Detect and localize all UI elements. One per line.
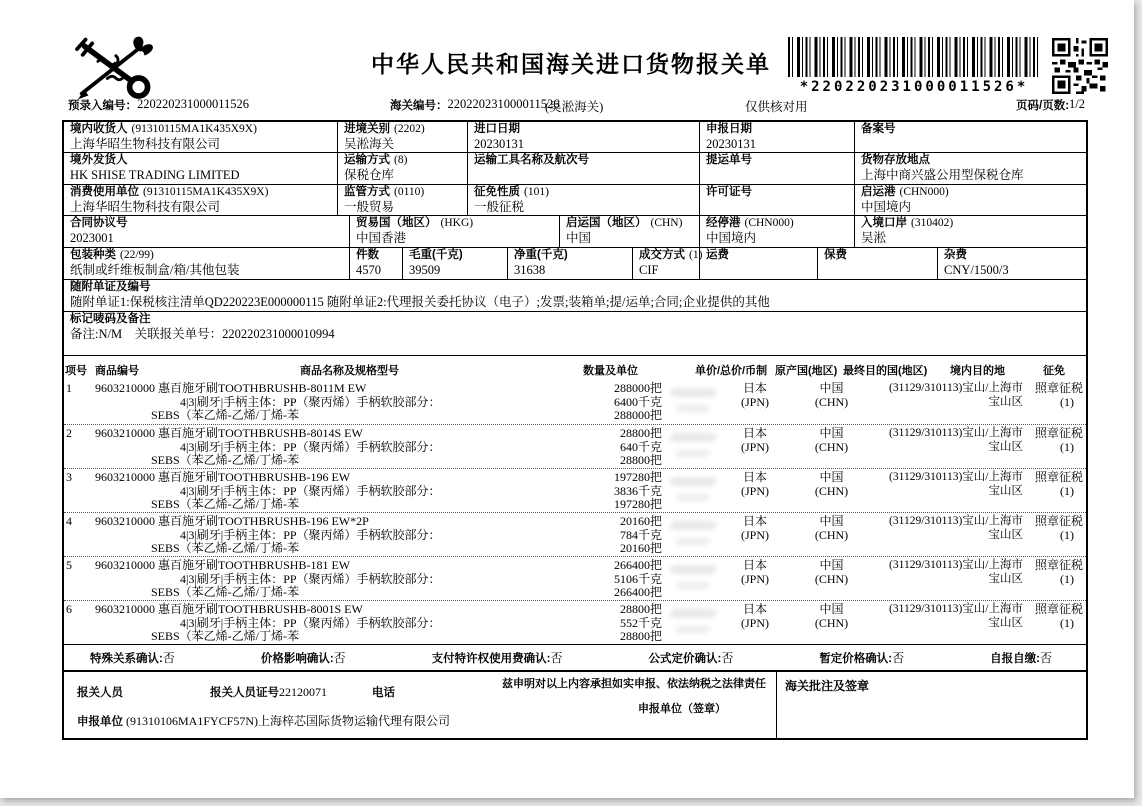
item-number: 1 — [66, 381, 72, 395]
field-declare-date: 申报日期 20230131 — [700, 122, 855, 152]
field-entry-customs: 进境关别 (2202) 吴淞海关 — [338, 122, 468, 152]
field-net-weight: 净重(千克) 31638 — [508, 248, 633, 279]
field-transaction-mode: 成交方式 (1) CIF — [633, 248, 700, 279]
goods-item-row — [64, 512, 1086, 556]
redacted-price-value — [670, 521, 716, 530]
field-pieces: 件数 4570 — [350, 248, 403, 279]
item-price — [668, 515, 720, 556]
item-quantity: 266400把 5106千克 266400把 — [613, 558, 662, 599]
item-dest-country: 中国 (CHN) — [814, 602, 849, 630]
item-spec-line-2: SEBS（苯乙烯-乙烯/丁烯-苯 — [151, 629, 300, 643]
page-number-label: 页码/页数: — [1016, 100, 1070, 112]
col-header-dest-country: 最终目的国(地区) — [843, 365, 928, 377]
goods-table — [64, 356, 1086, 670]
customs-number: 220220231000011526 — [447, 97, 560, 111]
pre-entry-number: 220220231000011526 — [137, 97, 250, 111]
field-storage-place: 货物存放地点 上海中商兴盛公用型保税仓库 — [861, 154, 1024, 182]
item-price — [668, 427, 720, 468]
item-hs-code: 9603210000 — [95, 602, 155, 616]
item-name-block — [90, 603, 570, 644]
item-price — [668, 471, 720, 512]
declaring-unit-value: (91310106MA1FYCF57N)上海梓芯国际货物运输代理有限公司 — [126, 714, 451, 728]
item-origin-country: 日本 (JPN) — [740, 514, 769, 542]
item-origin-country: 日本 (JPN) — [740, 426, 769, 454]
field-marks-notes: 标记唛码及备注 备注:N/M 关联报关单号：220220231000010994 — [64, 312, 1086, 356]
customs-notes-box — [777, 672, 1086, 738]
barcode — [788, 37, 1040, 77]
item-product-name: 惠百施牙刷TOOTHBRUSHB-8001S EW — [158, 602, 363, 616]
declarant-cert-number: 22120071 — [279, 685, 327, 699]
item-domestic-dest: (31129/310113)宝山/上海市 宝山区 — [889, 471, 1023, 497]
check-only-note: 仅供核对用 — [745, 100, 808, 114]
item-domestic-dest: (31129/310113)宝山/上海市 宝山区 — [889, 382, 1023, 408]
col-header-hs-code: 商品编号 — [95, 365, 139, 377]
item-spec-line-1: 4|3|刷牙|手柄主体：PP（聚丙烯）手柄软胶部分： — [180, 483, 441, 498]
col-header-domestic-dest: 境内目的地 — [950, 365, 1005, 377]
page-number-value: 1/2 — [1069, 97, 1086, 111]
field-record-no: 备案号 — [861, 123, 896, 135]
info-row-5 — [64, 248, 1086, 280]
goods-table-header — [64, 356, 1086, 380]
item-domestic-dest: (31129/310113)宝山/上海市 宝山区 — [889, 515, 1023, 541]
redacted-price-value — [676, 404, 710, 413]
pre-entry-label: 预录入编号： — [68, 100, 137, 112]
footer-section — [64, 670, 1086, 738]
qr-code — [1052, 38, 1108, 94]
item-spec-line-2: SEBS（苯乙烯-乙烯/丁烯-苯 — [151, 408, 300, 422]
confirm-price-influence: 价格影响确认:否 — [260, 650, 346, 665]
confirm-royalty-payment: 支付特许权使用费确认:否 — [431, 650, 563, 665]
item-exemption: 照章征税 (1) — [1034, 470, 1083, 498]
item-dest-country: 中国 (CHN) — [814, 558, 849, 586]
item-hs-code: 9603210000 — [95, 381, 155, 395]
redacted-price-value — [676, 493, 710, 502]
item-origin-country: 日本 (JPN) — [740, 602, 769, 630]
field-departure-country: 启运国（地区） (CHN) 中国 — [560, 216, 700, 247]
item-hs-code: 9603210000 — [95, 426, 155, 440]
item-domestic-dest: (31129/310113)宝山/上海市 宝山区 — [889, 427, 1023, 453]
item-spec-line-2: SEBS（苯乙烯-乙烯/丁烯-苯 — [151, 585, 300, 599]
item-name-block — [90, 515, 570, 556]
item-product-name: 惠百施牙刷TOOTHBRUSHB-181 EW — [158, 558, 351, 572]
goods-item-row — [64, 556, 1086, 600]
redacted-price-value — [676, 581, 710, 590]
field-consumer-unit: 消费使用单位 (91310115MA1K435X9X) 上海华昭生物科技有限公司 — [64, 185, 338, 215]
meta-line — [0, 97, 1142, 117]
phone-label: 电话 — [372, 687, 395, 699]
field-consignee: 境内收货人 (91310115MA1K435X9X) 上海华昭生物科技有限公司 — [64, 122, 338, 152]
item-hs-code: 9603210000 — [95, 558, 155, 572]
item-price — [668, 559, 720, 600]
item-quantity: 28800把 640千克 28800把 — [619, 426, 662, 467]
item-quantity: 288000把 6400千克 288000把 — [613, 381, 662, 422]
declarant-label: 报关人员 — [77, 687, 123, 699]
item-origin-country: 日本 (JPN) — [740, 470, 769, 498]
item-number: 4 — [66, 514, 72, 528]
item-spec-line-2: SEBS（苯乙烯-乙烯/丁烯-苯 — [151, 497, 300, 511]
field-levy-nature: 征免性质 (101) 一般征税 — [468, 185, 700, 215]
item-name-block — [90, 559, 570, 600]
goods-items — [64, 380, 1086, 644]
field-license-no: 许可证号 — [700, 185, 855, 215]
customs-number-label: 海关编号： — [390, 100, 448, 112]
field-package-type: 包装种类 (22/99) 纸制或纤维板制盒/箱/其他包装 — [64, 248, 350, 279]
field-contract-no: 合同协议号 2023001 — [64, 216, 350, 247]
field-overseas-shipper: 境外发货人 HK SHISE TRADING LIMITED — [64, 153, 338, 184]
declaration-form — [62, 120, 1088, 740]
item-product-name: 惠百施牙刷TOOTHBRUSHB-196 EW — [158, 470, 351, 484]
item-quantity: 20160把 784千克 20160把 — [619, 514, 662, 555]
item-spec-line-1: 4|3|刷牙|手柄主体：PP（聚丙烯）手柄软胶部分： — [180, 527, 441, 542]
item-spec-line-2: SEBS（苯乙烯-乙烯/丁烯-苯 — [151, 541, 300, 555]
field-supervision-mode: 监管方式 (0110) 一般贸易 — [338, 185, 468, 215]
item-dest-country: 中国 (CHN) — [814, 470, 849, 498]
col-header-qty-unit: 数量及单位 — [583, 365, 638, 377]
item-name-block — [90, 471, 570, 512]
redacted-price-value — [676, 625, 710, 634]
field-import-date: 进口日期 20230131 — [468, 122, 700, 152]
item-name-block — [90, 427, 570, 468]
field-misc-fees: 杂费 CNY/1500/3 — [944, 249, 1009, 277]
redacted-price-value — [670, 388, 716, 397]
item-exemption: 照章征税 (1) — [1034, 381, 1083, 409]
goods-item-row — [64, 380, 1086, 424]
info-row-1 — [64, 122, 1086, 153]
goods-item-row — [64, 600, 1086, 644]
confirm-formula-pricing: 公式定价确认:否 — [648, 650, 734, 665]
item-product-name: 惠百施牙刷TOOTHBRUSHB-8014S EW — [158, 426, 363, 440]
declarant-section — [64, 672, 777, 738]
item-number: 2 — [66, 426, 72, 440]
item-product-name: 惠百施牙刷TOOTHBRUSHB-196 EW*2P — [158, 514, 369, 528]
item-spec-line-1: 4|3|刷牙|手柄主体：PP（聚丙烯）手柄软胶部分： — [180, 394, 441, 409]
item-domestic-dest: (31129/310113)宝山/上海市 宝山区 — [889, 603, 1023, 629]
field-trade-country: 贸易国（地区） (HKG) 中国香港 — [350, 216, 560, 247]
customs-office: (吴淞海关) — [545, 100, 604, 114]
info-row-4 — [64, 216, 1086, 248]
col-header-origin-country: 原产国(地区) — [775, 365, 838, 377]
redacted-price-value — [676, 449, 710, 458]
item-hs-code: 9603210000 — [95, 470, 155, 484]
field-attached-docs: 随附单证及编号 随附单证1:保税核注清单QD220223E000000115 随附单证2:代理报关委托协议（电子）;发票;装箱单;提/运单;合同;企业提供的其他 — [64, 280, 1086, 312]
col-header-item-no: 项号 — [65, 365, 87, 377]
item-product-name: 惠百施牙刷TOOTHBRUSHB-8011M EW — [158, 381, 367, 395]
confirm-self-declaration: 自报自缴:否 — [990, 650, 1052, 665]
item-spec-line-1: 4|3|刷牙|手柄主体：PP（聚丙烯）手柄软胶部分： — [180, 615, 441, 630]
item-dest-country: 中国 (CHN) — [814, 514, 849, 542]
item-origin-country: 日本 (JPN) — [740, 381, 769, 409]
item-exemption: 照章征税 (1) — [1034, 602, 1083, 630]
field-transport-name: 运输工具名称及航次号 — [468, 153, 700, 184]
confirmation-row — [64, 644, 1086, 670]
goods-item-row — [64, 424, 1086, 468]
item-price — [668, 382, 720, 424]
declarant-cert-label: 报关人员证号 — [210, 687, 279, 699]
field-entry-port: 入境口岸 (310402) 吴淞 — [861, 217, 954, 245]
redacted-price-value — [670, 609, 716, 618]
redacted-price-value — [670, 565, 716, 574]
field-gross-weight: 毛重(千克) 39509 — [403, 248, 508, 279]
item-spec-line-1: 4|3|刷牙|手柄主体：PP（聚丙烯）手柄软胶部分： — [180, 439, 441, 454]
item-name-block — [90, 382, 570, 424]
item-exemption: 照章征税 (1) — [1034, 426, 1083, 454]
item-exemption: 照章征税 (1) — [1034, 558, 1083, 586]
item-dest-country: 中国 (CHN) — [814, 426, 849, 454]
info-row-3 — [64, 185, 1086, 216]
goods-item-row — [64, 468, 1086, 512]
item-origin-country: 日本 (JPN) — [740, 558, 769, 586]
item-dest-country: 中国 (CHN) — [814, 381, 849, 409]
redacted-price-value — [670, 477, 716, 486]
confirm-special-relation: 特殊关系确认:否 — [90, 650, 175, 665]
item-number: 5 — [66, 558, 72, 572]
declaration-statement: 兹申明对以上内容承担如实申报、依法纳税之法律责任 申报单位（签章） — [502, 678, 766, 715]
confirm-provisional-price: 暂定价格确认:否 — [819, 650, 905, 665]
item-quantity: 28800把 552千克 28800把 — [619, 602, 662, 643]
field-transit-port: 经停港 (CHN000) 中国境内 — [700, 216, 855, 247]
redacted-price-value — [670, 433, 716, 442]
document-title: 中华人民共和国海关进口货物报关单 — [371, 51, 771, 77]
item-hs-code: 9603210000 — [95, 514, 155, 528]
declaring-unit-label: 申报单位 — [77, 716, 123, 728]
item-exemption: 照章征税 (1) — [1034, 514, 1083, 542]
field-bill-no: 提运单号 — [700, 153, 855, 184]
redacted-price-value — [676, 537, 710, 546]
col-header-price-currency: 单价/总价/币制 — [695, 365, 768, 377]
item-spec-line-2: SEBS（苯乙烯-乙烯/丁烯-苯 — [151, 453, 300, 467]
item-domestic-dest: (31129/310113)宝山/上海市 宝山区 — [889, 559, 1023, 585]
field-freight: 运费 — [700, 248, 818, 279]
item-price — [668, 603, 720, 644]
info-row-2 — [64, 153, 1086, 185]
field-insurance: 保费 — [818, 248, 938, 279]
signature-label: 申报单位（签章） — [638, 703, 726, 715]
customs-notes-label: 海关批注及签章 — [785, 679, 870, 693]
field-departure-port: 启运港 (CHN000) 中国境内 — [861, 186, 949, 214]
item-number: 3 — [66, 470, 72, 484]
barcode-text: *220220231000011526* — [799, 79, 1029, 95]
col-header-name-spec: 商品名称及规格型号 — [300, 365, 399, 377]
field-transport-mode: 运输方式 (8) 保税仓库 — [338, 153, 468, 184]
item-number: 6 — [66, 602, 72, 616]
item-spec-line-1: 4|3|刷牙|手柄主体：PP（聚丙烯）手柄软胶部分： — [180, 571, 441, 586]
item-quantity: 197280把 3836千克 197280把 — [613, 470, 662, 511]
col-header-exemption: 征免 — [1043, 365, 1065, 377]
